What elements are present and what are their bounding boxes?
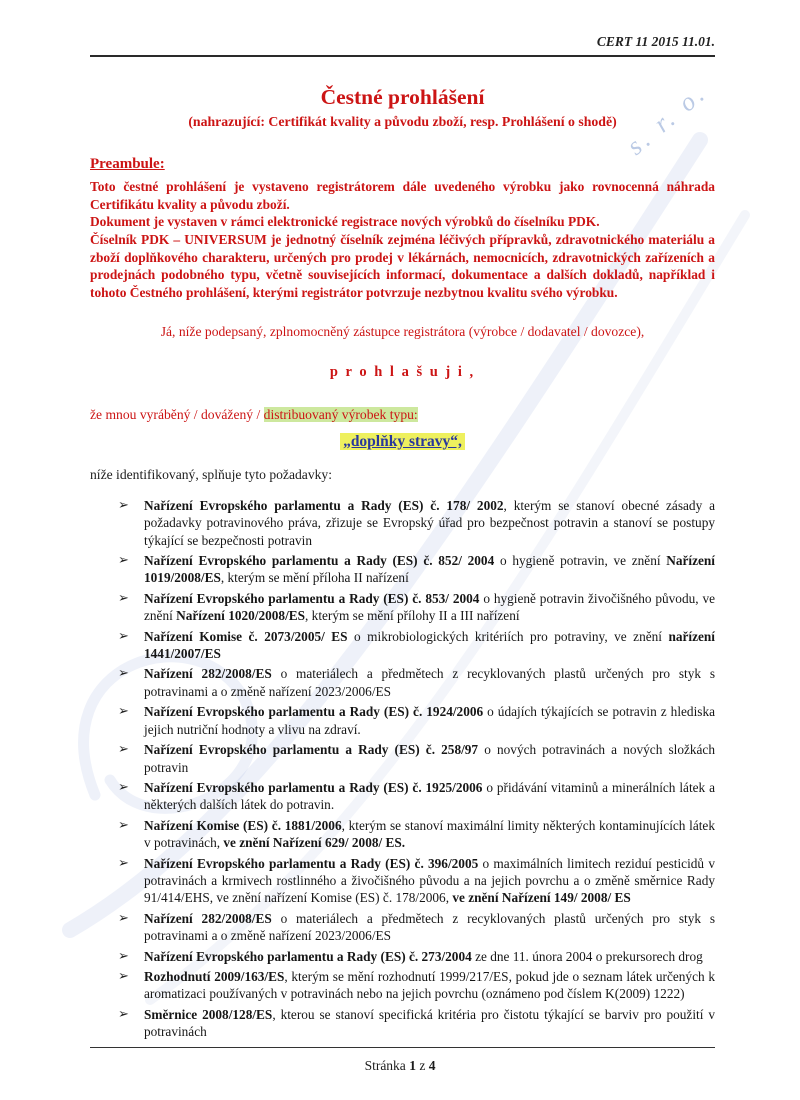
text-segment: Nařízení 1019/2008/ES <box>144 553 716 586</box>
text-segment: Rozhodnutí 2009/163/ES <box>144 968 285 984</box>
text-segment: o přidávání vitaminů a minerálních látek a některých dalších látek do potravin. <box>144 779 715 813</box>
arrow-bullet-icon: ➢ <box>118 778 129 794</box>
text-segment: Nařízení 282/2008/ES <box>144 666 272 682</box>
text-segment: distribuovaný výrobek typu: <box>263 406 418 422</box>
requirement-item <box>118 1006 715 1041</box>
page-number-footer <box>0 1058 800 1074</box>
text-segment: ze dne 11. února 2004 o prekursorech drog <box>471 948 703 964</box>
text-segment: ve znění Nařízení 629/ 2008/ ES. <box>223 835 406 851</box>
requirement-item <box>118 628 715 663</box>
watermark-text: s. r. o. <box>621 77 713 161</box>
arrow-bullet-icon: ➢ <box>118 665 129 681</box>
text-segment: Nařízení Evropského parlamentu a Rady (ES) č. 258/97 <box>144 742 479 758</box>
text-segment: o údajích týkajících se potravin z hlediska jejich nutriční hodnoty a vlivu na zdraví. <box>144 704 715 737</box>
text-segment: o maximálních limitech reziduí pesticidů v potravinách a krmivech rostlinného a živočišného původu a na jejich povrchu a o změně směrnice Rady 91/414/EHS, ve znění nařízení Komise (ES) č. 178/2006, <box>144 855 715 906</box>
text-segment: Nařízení 282/2008/ES <box>144 910 272 926</box>
text-segment: Směrnice 2008/128/ES <box>144 1006 273 1022</box>
preambule-heading: Preambule: <box>90 156 165 172</box>
requirement-item <box>118 910 715 945</box>
text-segment: Nařízení Evropského parlamentu a Rady (ES) č. 852/ 2004 <box>144 553 495 569</box>
arrow-bullet-icon: ➢ <box>118 816 129 832</box>
product-name-text: „doplňky stravy“, <box>340 433 465 450</box>
requirements-list <box>118 497 715 1041</box>
text-segment: o mikrobiologických kritériích pro potraviny, ve znění <box>347 628 669 644</box>
text-segment: Stránka <box>364 1058 410 1073</box>
requirement-item <box>118 703 715 738</box>
requirement-item <box>118 590 715 625</box>
requirement-item <box>118 968 715 1003</box>
requirement-text <box>144 553 715 585</box>
text-segment: Nařízení Komise (ES) č. 1881/2006 <box>144 817 342 833</box>
doc-code: CERT 11 2015 11.01. <box>596 34 715 49</box>
text-segment: Nařízení Evropského parlamentu a Rady (ES) č. 273/2004 <box>144 948 472 964</box>
requirement-item <box>118 497 715 549</box>
footer-rule <box>90 1047 715 1048</box>
arrow-bullet-icon: ➢ <box>118 703 129 719</box>
arrow-bullet-icon: ➢ <box>118 589 129 605</box>
requirement-item <box>118 817 715 852</box>
requirement-text <box>144 949 703 964</box>
preambule-paragraph-2: Dokument je vystaven v rámci elektronické registrace nových výrobků do číselníku PDK. <box>90 214 600 230</box>
document-title: Čestné prohlášení <box>320 85 485 109</box>
preambule-paragraph-3: Číselník PDK – UNIVERSUM je jednotný číselník zejména léčivých přípravků, zdravotnického materiálu a zboží doplňkového charakteru, určených pro prodej v lékárnách, nemocnicích, zdravotnických zařízeních a prodejnách podobného typu, včetně souvisejících informací, dokumentace a dalších dokladů, například i tohoto Čestného prohlášení, kterými registrátor potvrzuje nezbytnou kvalitu svého výrobku. <box>90 232 715 301</box>
declaration-verb: p r o h l a š u j i , <box>329 363 476 380</box>
declaration-intro: Já, níže podepsaný, zplnomocněný zástupce registrátora (výrobce / dodavatel / dovozce), <box>160 323 645 339</box>
requirement-item <box>118 855 715 907</box>
text-segment: o materiálech a předmětech z recyklovaných plastů určených pro styk s potravinami a o změně nařízení 2023/2006/ES <box>144 910 715 944</box>
text-segment: Nařízení Evropského parlamentu a Rady (ES) č. 396/2005 <box>144 855 479 871</box>
requirement-text <box>144 780 715 812</box>
requirements-intro: níže identifikovaný, splňuje tyto požadavky: <box>90 466 332 482</box>
requirement-item <box>118 779 715 814</box>
arrow-bullet-icon: ➢ <box>118 967 129 983</box>
text-segment: z <box>415 1058 429 1073</box>
requirement-item <box>118 741 715 776</box>
arrow-bullet-icon: ➢ <box>118 741 129 757</box>
text-segment: Nařízení Evropského parlamentu a Rady (ES) č. 853/ 2004 <box>144 590 480 606</box>
text-segment: Nařízení Evropského parlamentu a Rady (ES) č. 1924/2006 <box>144 704 484 720</box>
product-type-line <box>90 407 715 423</box>
text-segment: 4 <box>428 1058 436 1073</box>
requirement-text <box>144 911 715 943</box>
text-segment: , kterým se mění příloha II nařízení <box>220 570 409 586</box>
text-segment: , kterým se mění přílohy II a III nařízení <box>305 608 520 624</box>
requirement-item <box>118 948 715 965</box>
text-segment: , kterým se mění rozhodnutí 1999/217/ES, pokud jde o seznam látek určených k aromatizaci používaných v potravinách nebo na jejich povrchu (oznámeno pod číslem K(2009) 1222) <box>144 968 715 1002</box>
requirement-text <box>144 591 715 623</box>
text-segment: , kterým se stanoví obecné zásady a požadavky potravinového práva, zřizuje se Evropský úřad pro bezpečnost potravin a stanoví se postupy týkající se bezpečnosti potravin <box>144 497 715 548</box>
arrow-bullet-icon: ➢ <box>118 909 129 925</box>
requirement-item <box>118 665 715 700</box>
arrow-bullet-icon: ➢ <box>118 854 129 870</box>
text-segment: Nařízení Evropského parlamentu a Rady (ES) č. 1925/2006 <box>144 779 483 795</box>
arrow-bullet-icon: ➢ <box>118 496 129 512</box>
text-segment: že mnou vyráběný / dovážený / <box>90 406 264 422</box>
header-rule <box>90 55 715 57</box>
requirement-text <box>144 818 715 850</box>
arrow-bullet-icon: ➢ <box>118 552 129 568</box>
text-segment: o materiálech a předmětech z recyklovaných plastů určených pro styk s potravinami a o změně nařízení 2023/2006/ES <box>144 666 715 699</box>
requirement-text <box>144 704 715 736</box>
text-segment: Nařízení Evropského parlamentu a Rady (ES) č. 178/ 2002 <box>144 497 504 513</box>
arrow-bullet-icon: ➢ <box>118 1005 129 1021</box>
text-segment: Nařízení 1020/2008/ES <box>176 608 306 624</box>
requirement-text <box>144 629 715 661</box>
arrow-bullet-icon: ➢ <box>118 627 129 643</box>
requirement-text <box>144 856 715 906</box>
text-segment: Nařízení Komise č. 2073/2005/ ES <box>144 628 348 644</box>
text-segment: nařízení 1441/2007/ES <box>144 628 715 662</box>
preambule-paragraph-1: Toto čestné prohlášení je vystaveno registrátorem dále uvedeného výrobku jako rovnocenná náhrada Certifikátu kvality a původu zboží. <box>90 179 715 212</box>
text-segment: o hygieně potravin živočišného původu, ve znění <box>144 590 716 624</box>
text-segment: , kterou se stanoví specifická kritéria pro čistotu týkající se barviv pro použití v potravinách <box>144 1006 715 1040</box>
text-segment: o hygieně potravin, ve znění <box>494 553 667 569</box>
text-segment: 1 <box>409 1058 416 1073</box>
requirement-text <box>144 666 715 698</box>
requirement-text <box>144 1007 715 1039</box>
requirement-text <box>144 969 715 1001</box>
text-segment: , kterým se stanoví maximální limity některých kontaminujících látek v potravinách, <box>144 817 715 851</box>
arrow-bullet-icon: ➢ <box>118 947 129 963</box>
document-subtitle: (nahrazující: Certifikát kvality a původu zboží, resp. Prohlášení o shodě) <box>188 114 617 129</box>
requirement-item <box>118 552 715 587</box>
requirement-text <box>144 498 715 548</box>
product-name-line <box>90 433 715 451</box>
text-segment: o nových potravinách a nových složkách potravin <box>144 742 715 775</box>
requirement-text <box>144 742 715 774</box>
text-segment: ve znění Nařízení 149/ 2008/ ES <box>452 890 631 906</box>
